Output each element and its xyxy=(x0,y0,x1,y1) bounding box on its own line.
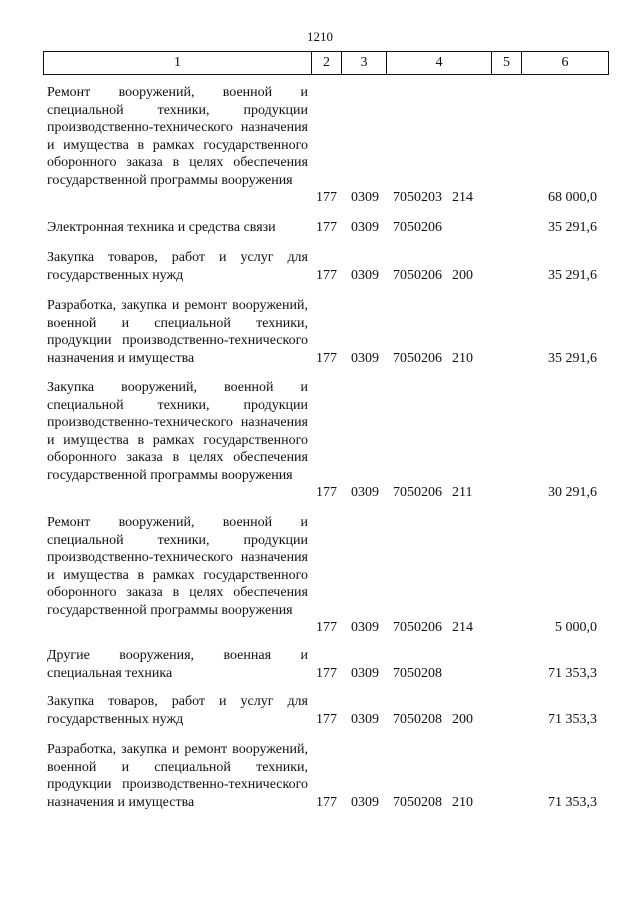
row-col-2: 177 xyxy=(316,220,337,235)
column-header-6: 6 xyxy=(561,55,569,70)
column-header-5: 5 xyxy=(492,52,522,74)
row-col-6: 35 291,6 xyxy=(548,267,597,283)
row-col-6: 68 000,0 xyxy=(548,190,597,205)
column-header-2: 2 xyxy=(312,52,342,74)
row-col-4: 7050208 xyxy=(393,711,442,727)
row-col-6: 71 353,3 xyxy=(548,711,597,727)
row-name: Закупка вооружений, военной и специальной техники, продукции производственно-технического назначения и имущества в рамках государственного оборонного заказа в целях обеспечения государственной программы вооружения xyxy=(47,380,308,483)
row-col-2: 177 xyxy=(316,485,337,500)
row-name: Закупка товаров, работ и услуг для государственных нужд xyxy=(47,250,308,283)
row-col-6: 71 353,3 xyxy=(548,665,597,681)
row-col-2: 177 xyxy=(316,267,337,283)
row-col-3: 0309 xyxy=(351,794,379,810)
row-col-5: 214 xyxy=(452,620,473,635)
row-col-3: 0309 xyxy=(351,220,379,235)
row-col-3: 0309 xyxy=(351,350,379,366)
row-col-6: 71 353,3 xyxy=(548,794,597,810)
row-col-6: 30 291,6 xyxy=(548,485,597,500)
row-name: Разработка, закупка и ремонт вооружений, военной и специальной техники, продукции производственно-технического назначения и имущества xyxy=(47,298,308,366)
row-name: Разработка, закупка и ремонт вооружений, военной и специальной техники, продукции производственно-технического назначения и имущества xyxy=(47,742,308,810)
row-col-3: 0309 xyxy=(351,620,379,635)
row-col-3: 0309 xyxy=(351,665,379,681)
row-col-3: 0309 xyxy=(351,190,379,205)
row-col-3: 0309 xyxy=(351,485,379,500)
row-name: Закупка товаров, работ и услуг для государственных нужд xyxy=(47,694,308,727)
row-col-4: 7050206 xyxy=(393,350,442,366)
row-col-5: 200 xyxy=(452,711,473,727)
row-col-6: 35 291,6 xyxy=(548,220,597,235)
row-col-2: 177 xyxy=(316,620,337,635)
row-col-4: 7050206 xyxy=(393,267,442,283)
column-header-3: 3 xyxy=(342,52,387,74)
row-col-3: 0309 xyxy=(351,711,379,727)
column-header-4: 4 xyxy=(387,52,492,74)
row-name: Электронная техника и средства связи xyxy=(47,220,276,235)
row-col-2: 177 xyxy=(316,711,337,727)
page-number: 1210 xyxy=(307,29,333,44)
row-col-3: 0309 xyxy=(351,267,379,283)
table-header xyxy=(43,51,609,75)
column-header-1: 1 xyxy=(44,52,312,74)
row-col-4: 7050206 xyxy=(393,620,442,635)
row-col-5: 210 xyxy=(452,350,473,366)
row-name: Ремонт вооружений, военной и специальной техники, продукции производственно-технического назначения и имущества в рамках государственного оборонного заказа в целях обеспечения государственной программы вооружения xyxy=(47,85,308,188)
row-col-2: 177 xyxy=(316,665,337,681)
row-col-2: 177 xyxy=(316,190,337,205)
row-col-5: 200 xyxy=(452,267,473,283)
row-col-4: 7050208 xyxy=(393,665,442,681)
row-col-6: 5 000,0 xyxy=(555,620,597,635)
row-col-5: 214 xyxy=(452,190,473,205)
row-col-6: 35 291,6 xyxy=(548,350,597,366)
row-name: Ремонт вооружений, военной и специальной техники, продукции производственно-технического назначения и имущества в рамках государственного оборонного заказа в целях обеспечения государственной программы вооружения xyxy=(47,515,308,618)
row-col-4: 7050206 xyxy=(393,485,442,500)
row-col-5: 210 xyxy=(452,794,473,810)
row-col-2: 177 xyxy=(316,794,337,810)
row-name: Другие вооружения, военная и специальная техника xyxy=(47,648,308,681)
row-col-2: 177 xyxy=(316,350,337,366)
row-col-4: 7050208 xyxy=(393,794,442,810)
row-col-5: 211 xyxy=(452,485,473,500)
row-col-4: 7050203 xyxy=(393,190,442,205)
row-col-4: 7050206 xyxy=(393,220,442,235)
